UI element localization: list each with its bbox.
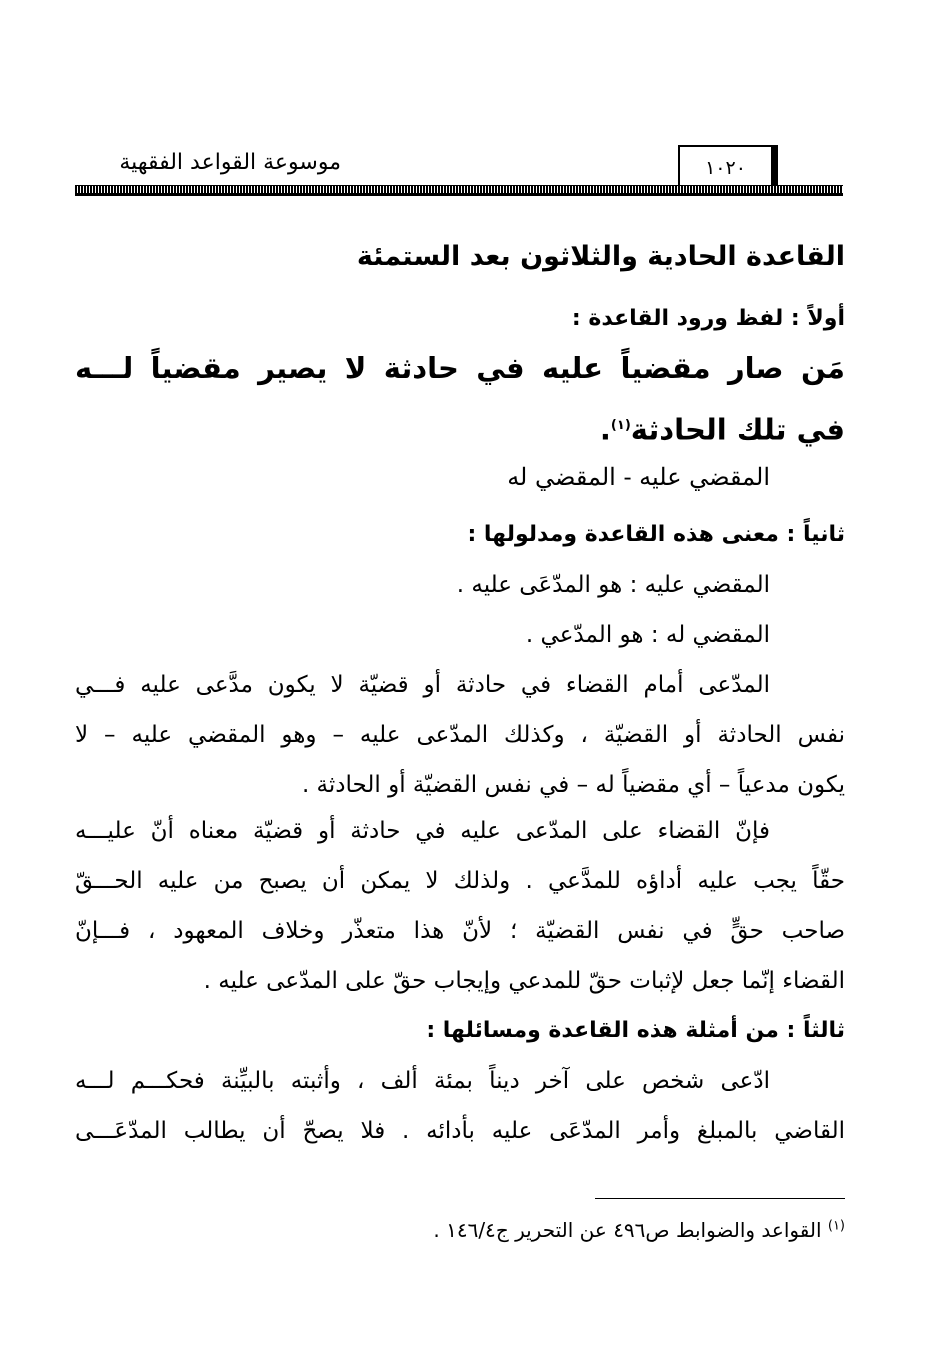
paragraph-3-line-2: القاضي بالمبلغ وأمر المدّعَى عليه بأدائه . فلا يصحّ أن يطالب المدّعَـــى (75, 1118, 845, 1144)
paragraph-2-line-4: القضاء إنّما جعل لإثبات حقّ للمدعي وإيجاب حقّ على المدّعى عليه . (203, 968, 845, 994)
paragraph-1-line-1: المدّعى أمام القضاء في حادثة أو قضيّة لا يكون مدَّعى عليه فـــي (75, 672, 770, 698)
rule-text-line-2 (600, 406, 845, 450)
keywords: المقضي عليه - المقضي له (507, 463, 770, 491)
paragraph-2-line-3: صاحب حقٍّ في نفس القضيّة ؛ لأنّ هذا متعذّر وخلاف المعهود ، فـــإنّ (75, 918, 845, 944)
page-number: ١٠٢٠ (705, 157, 746, 179)
footnote-text: القواعد والضوابط ص٤٩٦ عن التحرير ج١٤٦/٤ . (433, 1218, 822, 1242)
rule-text-line-1: مَن صار مقضياً عليه في حادثة لا يصير مقضياً لـــه (75, 351, 845, 385)
footnote-separator (595, 1198, 845, 1199)
running-title: موسوعة القواعد الفقهية (119, 150, 341, 175)
section-1-heading: أولاً : لفظ ورود القاعدة : (571, 306, 845, 331)
definition-1: المقضي عليه : هو المدّعَى عليه . (456, 572, 770, 598)
footnote-marker: (١) (827, 1218, 845, 1234)
rule-text-end: . (599, 412, 611, 447)
footnote (433, 1218, 845, 1242)
footnote-ref: (١) (610, 418, 631, 433)
section-3-heading: ثالثاً : من أمثلة هذه القاعدة ومسائلها : (426, 1018, 845, 1043)
paragraph-2-line-1: فإنّ القضاء على المدّعى عليه في حادثة أو قضيّة معناه أنّ عليـــه (75, 818, 770, 844)
paragraph-1-line-2: نفس الحادثة أو القضيّة ، وكذلك المدّعى عليه – وهو المقضي عليه – لا (75, 722, 845, 748)
page-header (75, 145, 843, 205)
paragraph-1-line-3: يكون مدعياً – أي مقضياً له – في نفس القضيّة أو الحادثة . (301, 772, 845, 798)
paragraph-3-line-1: ادّعى شخص على آخر ديناً بمئة ألف ، وأثبته بالبيِّنة فحكـــم لـــه (75, 1068, 770, 1094)
definition-2: المقضي له : هو المدّعي . (525, 622, 770, 648)
section-2-heading: ثانياً : معنى هذه القاعدة ومدلولها : (467, 522, 845, 547)
paragraph-2-line-2: حقّاً يجب عليه أداؤه للمدَّعي . ولذلك لا يمكن أن يصبح من عليه الحـــقّ (75, 868, 845, 894)
rule-text-line-2-text: في تلك الحادثة (630, 412, 845, 447)
page-number-box (678, 145, 778, 188)
header-rule (75, 185, 843, 196)
rule-heading: القاعدة الحادية والثلاثون بعد الستمئة (356, 241, 845, 272)
